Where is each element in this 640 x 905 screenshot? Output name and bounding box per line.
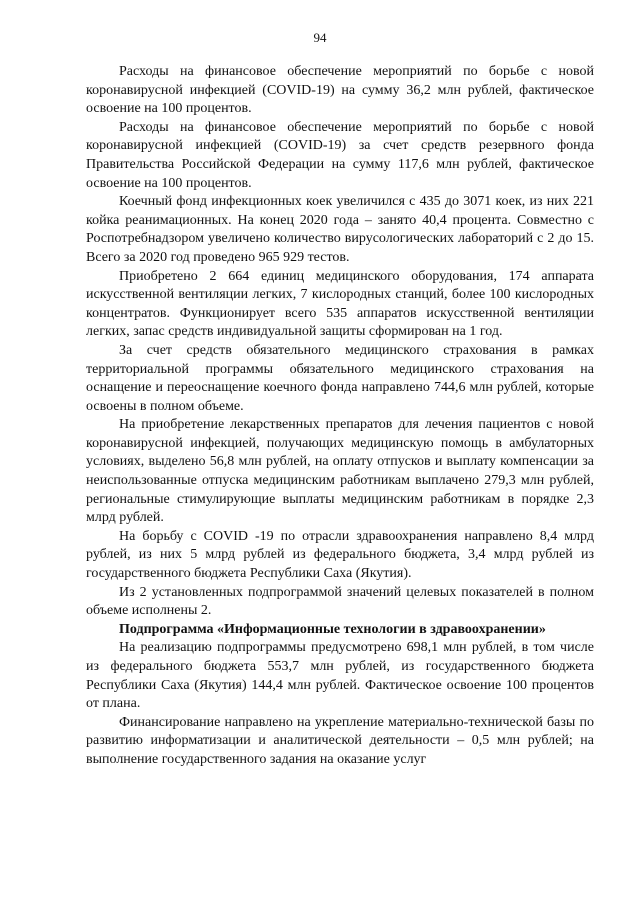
paragraph-reserve-fund: Расходы на финансовое обеспечение мероприятий по борьбе с новой коронавирусной инфекцией (COVID-19) за счет средств резервного фонда Правительства Российской Федерации на сумму 117,6 млн рублей, фактическое освоение на 100 процентов.: [86, 119, 594, 191]
page-number: 94: [313, 30, 327, 45]
paragraph-financing-direction: Финансирование направлено на укрепление материально-технической базы по развитию информатизации и аналитической деятельности – 0,5 млн рублей; на выполнение государственного задания на оказание услуг: [86, 714, 594, 767]
paragraph-target-indicators: Из 2 установленных подпрограммой значений целевых показателей в полном объеме исполнены 2.: [86, 584, 594, 619]
paragraph-bed-capacity: Коечный фонд инфекционных коек увеличился с 435 до 3071 коек, из них 221 койка реанимационных. На конец 2020 года – занято 40,4 процента. Совместно с Роспотребнадзором увеличено количество вирусологических лабораторий с 2 до 15. Всего за 2020 год проведено 965 929 тестов.: [86, 194, 594, 265]
paragraph-subprogram-funding: На реализацию подпрограммы предусмотрено 698,1 млн рублей, в том числе из федерального бюджета 553,7 млн рублей, из государственного бюджета Республики Саха (Якутия) 144,4 млн рублей. Фактическое освоение 100 процентов от плана.: [86, 640, 594, 712]
document-body: [86, 63, 594, 770]
paragraph-equipment: Приобретено 2 664 единиц медицинского оборудования, 174 аппарата искусственной вентиляции легких, 7 кислородных станций, более 100 кислородных концентратов. Функционирует всего 535 аппаратов искусственной вентиляции легких, запас средств индивидуальной защиты сформирован на 1 год.: [86, 268, 594, 340]
paragraph-covid-expenses: Расходы на финансовое обеспечение мероприятий по борьбе с новой коронавирусной инфекцией (COVID-19) на сумму 36,2 млн рублей, фактическое освоение на 100 процентов.: [86, 64, 594, 117]
subprogram-heading: Подпрограмма «Информационные технологии в здравоохранении»: [119, 621, 546, 637]
paragraph-medicines-payments: На приобретение лекарственных препаратов для лечения пациентов с новой коронавирусной инфекцией, получающих медицинскую помощь в амбулаторных условиях, выделено 56,8 млн рублей, на оплату отпусков и выплату компенсации за неиспользованные отпуска медицинским работникам выплачено 279,3 млн рублей, региональные стимулирующие выплаты медицинским работникам в порядке 2,3 млрд рублей.: [86, 417, 594, 526]
paragraph-covid-total: На борьбу с COVID -19 по отрасли здравоохранения направлено 8,4 млрд рублей, из них 5 млрд рублей из федерального бюджета, 3,4 млрд рублей из государственного бюджета Республики Саха (Якутия).: [86, 528, 594, 582]
paragraph-insurance-funds: За счет средств обязательного медицинского страхования в рамках территориальной программы обязательного медицинского страхования на оснащение и переоснащение коечного фонда направлено 744,6 млн рублей, которые освоены в полном объеме.: [86, 342, 594, 414]
